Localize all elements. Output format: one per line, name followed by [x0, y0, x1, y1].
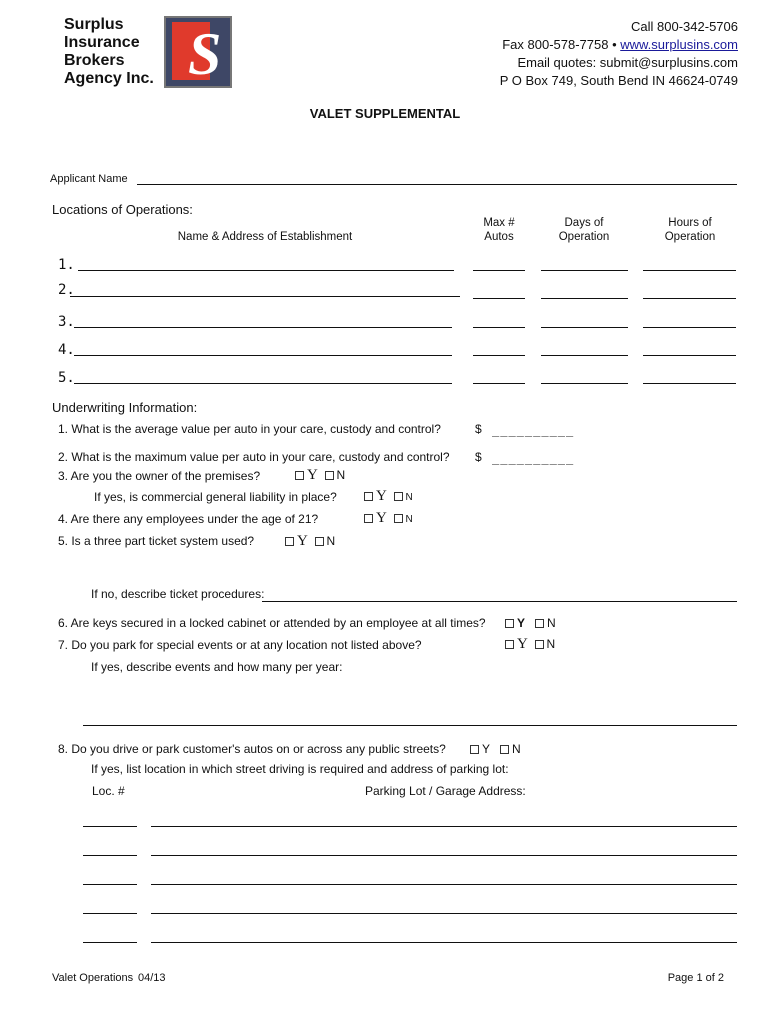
max-autos-field[interactable]	[473, 298, 525, 299]
parking-address-field[interactable]	[151, 826, 737, 827]
hours-field[interactable]	[643, 327, 736, 328]
question-5a: If no, describe ticket procedures:	[91, 587, 265, 601]
checkbox-icon[interactable]	[500, 745, 509, 754]
col-max-autos: Max # Autos	[483, 217, 515, 243]
days-field[interactable]	[541, 383, 628, 384]
q8-yes-no[interactable]: Y N	[470, 742, 521, 756]
location-name-field[interactable]	[70, 296, 460, 297]
col-loc-number: Loc. #	[92, 784, 125, 798]
days-field[interactable]	[541, 355, 628, 356]
parking-address-field[interactable]	[151, 942, 737, 943]
dollar-sign: $	[475, 422, 482, 436]
q5-yes-no[interactable]: Y N	[285, 533, 335, 550]
checkbox-icon[interactable]	[505, 640, 514, 649]
email-text: Email quotes: submit@surplusins.com	[517, 55, 738, 70]
hours-field[interactable]	[643, 270, 736, 271]
location-row-number: 4.	[58, 342, 75, 358]
question-7a: If yes, describe events and how many per year:	[91, 660, 343, 674]
footer-form-name: Valet Operations	[52, 972, 134, 984]
hours-field[interactable]	[643, 298, 736, 299]
location-name-field[interactable]	[78, 270, 454, 271]
average-value-field[interactable]: __________	[492, 423, 575, 437]
footer-page-number: Page 1 of 2	[667, 972, 724, 984]
checkbox-icon[interactable]	[394, 492, 403, 501]
fax-text: Fax 800-578-7758 •	[502, 37, 621, 52]
footer-date: 04/13	[138, 972, 166, 984]
question-3a: If yes, is commercial general liability in place?	[94, 490, 337, 504]
checkbox-icon[interactable]	[325, 471, 334, 480]
q7-yes-no[interactable]: Y N	[505, 636, 555, 653]
company-logo: S	[164, 16, 232, 88]
ticket-procedures-field[interactable]	[262, 601, 737, 602]
loc-number-field[interactable]	[83, 942, 137, 943]
maximum-value-field[interactable]: __________	[492, 451, 575, 465]
location-name-field[interactable]	[74, 383, 452, 384]
location-name-field[interactable]	[74, 355, 452, 356]
days-field[interactable]	[541, 270, 628, 271]
checkbox-icon[interactable]	[364, 492, 373, 501]
col-parking-address: Parking Lot / Garage Address:	[365, 784, 526, 798]
q3-yes-no[interactable]: Y N	[295, 467, 345, 484]
checkbox-icon[interactable]	[505, 619, 514, 628]
question-2: 2. What is the maximum value per auto in your care, custody and control?	[58, 450, 450, 464]
checkbox-icon[interactable]	[285, 537, 294, 546]
applicant-name-field[interactable]	[137, 184, 737, 185]
address-text: P O Box 749, South Bend IN 46624-0749	[499, 73, 738, 88]
question-6: 6. Are keys secured in a locked cabinet or attended by an employee at all times?	[58, 616, 486, 630]
max-autos-field[interactable]	[473, 355, 525, 356]
checkbox-icon[interactable]	[470, 745, 479, 754]
question-1: 1. What is the average value per auto in your care, custody and control?	[58, 422, 441, 436]
days-field[interactable]	[541, 327, 628, 328]
website-link[interactable]: www.surplusins.com	[620, 37, 738, 52]
checkbox-icon[interactable]	[295, 471, 304, 480]
parking-address-field[interactable]	[151, 855, 737, 856]
max-autos-field[interactable]	[473, 270, 525, 271]
company-name: Surplus Insurance Brokers Agency Inc.	[64, 16, 154, 87]
col-name-address: Name & Address of Establishment	[177, 231, 353, 243]
events-description-field[interactable]	[83, 725, 737, 726]
q6-yes-no[interactable]: Y N	[505, 616, 556, 630]
loc-number-field[interactable]	[83, 826, 137, 827]
contact-info	[500, 18, 738, 90]
location-row-number: 1.	[58, 257, 75, 273]
checkbox-icon[interactable]	[535, 640, 544, 649]
question-7: 7. Do you park for special events or at any location not listed above?	[58, 638, 422, 652]
location-name-field[interactable]	[74, 327, 452, 328]
parking-address-field[interactable]	[151, 884, 737, 885]
underwriting-heading: Underwriting Information:	[52, 400, 198, 415]
location-row-number: 2.	[58, 282, 75, 298]
parking-address-field[interactable]	[151, 913, 737, 914]
location-row-number: 5.	[58, 370, 75, 386]
checkbox-icon[interactable]	[535, 619, 544, 628]
col-days: Days of Operation	[558, 217, 610, 243]
locations-heading: Locations of Operations:	[52, 202, 193, 217]
location-row-number: 3.	[58, 314, 75, 330]
loc-number-field[interactable]	[83, 855, 137, 856]
q3a-yes-no[interactable]: Y N	[364, 488, 413, 505]
question-3: 3. Are you the owner of the premises?	[58, 469, 261, 483]
question-8a: If yes, list location in which street driving is required and address of parking lot:	[91, 762, 509, 776]
max-autos-field[interactable]	[473, 383, 525, 384]
checkbox-icon[interactable]	[394, 514, 403, 523]
question-5: 5. Is a three part ticket system used?	[58, 534, 255, 548]
loc-number-field[interactable]	[83, 913, 137, 914]
max-autos-field[interactable]	[473, 327, 525, 328]
applicant-label: Applicant Name	[50, 173, 128, 185]
dollar-sign: $	[475, 450, 482, 464]
question-8: 8. Do you drive or park customer's autos on or across any public streets?	[58, 742, 446, 756]
hours-field[interactable]	[643, 383, 736, 384]
checkbox-icon[interactable]	[364, 514, 373, 523]
days-field[interactable]	[541, 298, 628, 299]
hours-field[interactable]	[643, 355, 736, 356]
question-4: 4. Are there any employees under the age of 21?	[58, 512, 319, 526]
page-title: VALET SUPPLEMENTAL	[309, 106, 461, 121]
col-hours: Hours of Operation	[664, 217, 716, 243]
q4-yes-no[interactable]: Y N	[364, 510, 413, 527]
checkbox-icon[interactable]	[315, 537, 324, 546]
loc-number-field[interactable]	[83, 884, 137, 885]
phone-text: Call 800-342-5706	[631, 19, 738, 34]
